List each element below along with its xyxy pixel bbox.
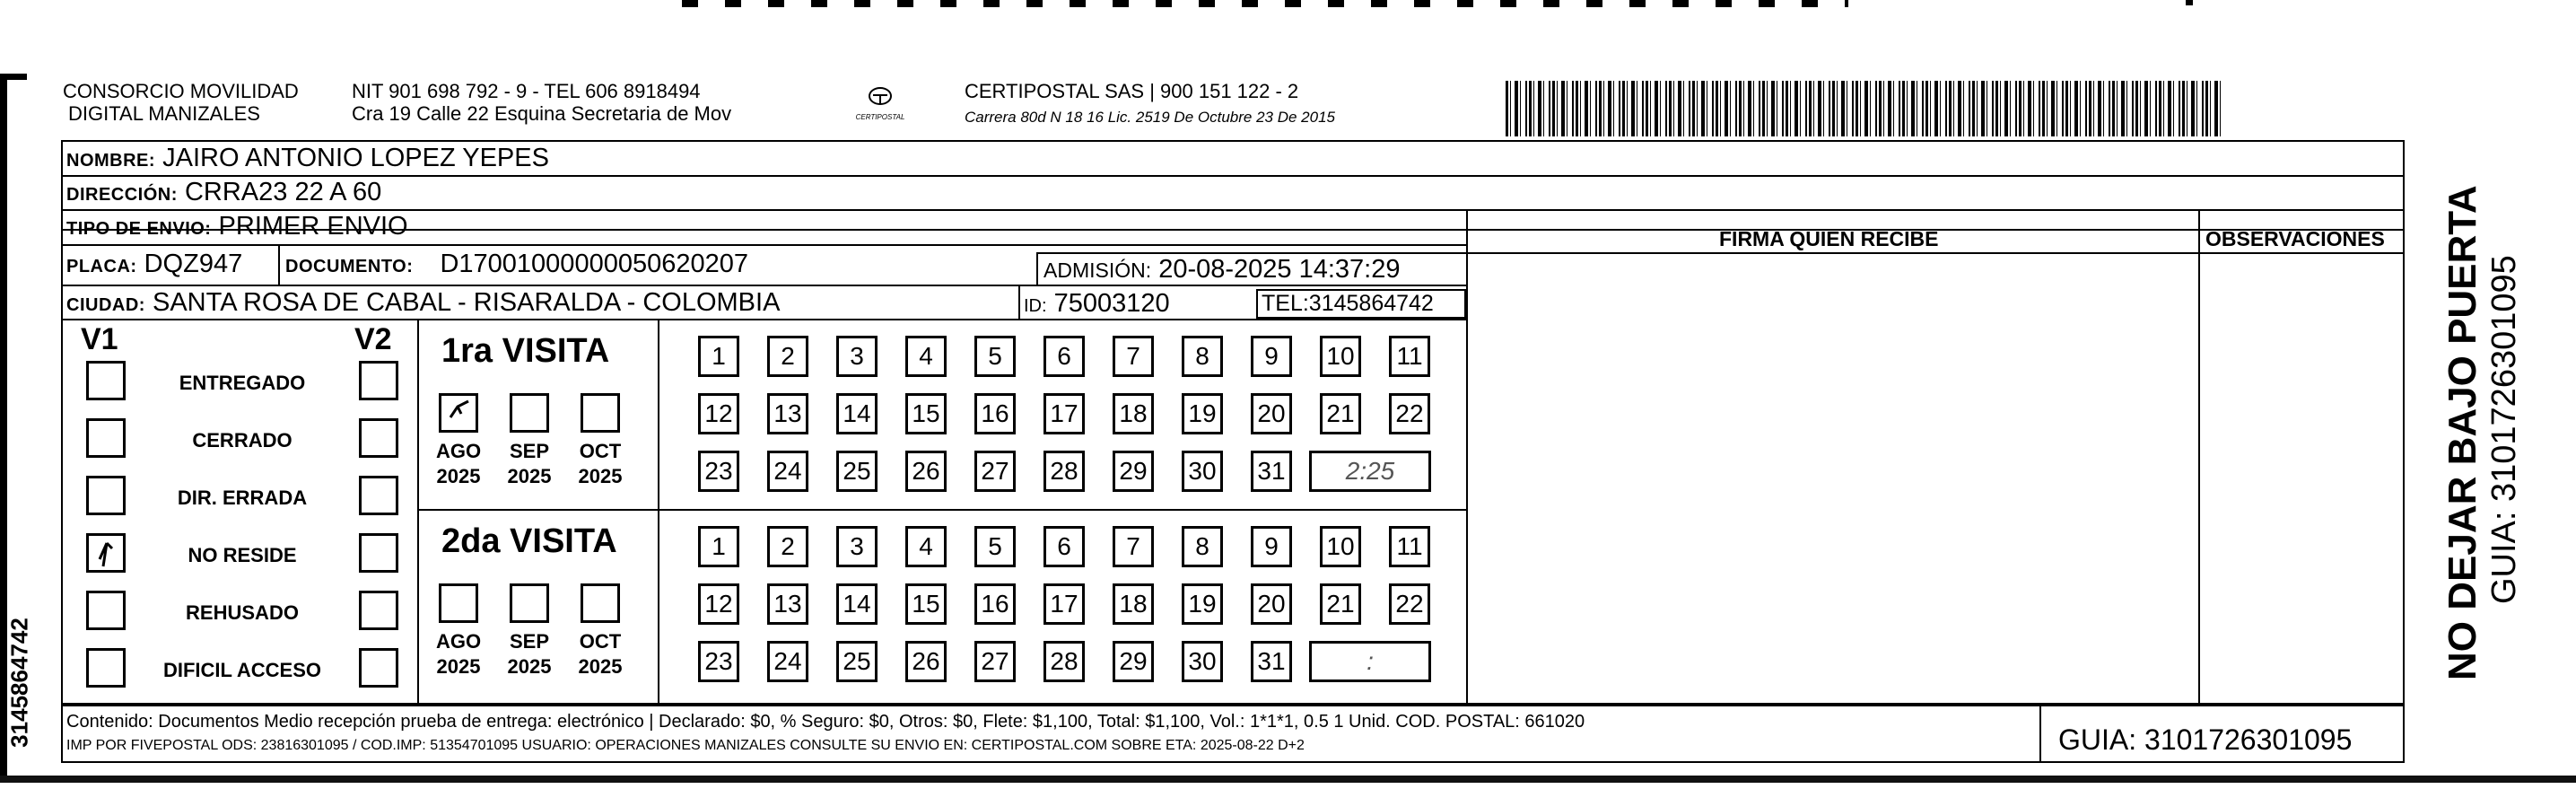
- month-label: AGO: [435, 630, 482, 653]
- first-visit-day-14[interactable]: 14: [836, 393, 878, 434]
- second-visit-day-16[interactable]: 16: [974, 583, 1016, 625]
- row-divider-3: [61, 244, 1466, 246]
- first-visit-title: 1ra VISITA: [441, 332, 610, 370]
- first-visit-day-9[interactable]: 9: [1251, 336, 1292, 377]
- id-field: [1024, 291, 1170, 317]
- tel-value: 3145864742: [1308, 291, 1434, 316]
- second-visit-month-checkbox-ago[interactable]: [439, 583, 478, 623]
- nit-line: NIT 901 698 792 - 9 - TEL 606 8918494: [352, 80, 701, 102]
- status-label: REHUSADO: [186, 601, 299, 624]
- month-label: AGO: [435, 440, 482, 462]
- company-address: Cra 19 Calle 22 Esquina Secretaria de Mov: [352, 102, 732, 125]
- left-edge-number: 3145864742: [5, 618, 33, 748]
- no-dejar-bajo-puerta: NO DEJAR BAJO PUERTA: [2441, 185, 2484, 680]
- v2-checkbox-cerrado[interactable]: [359, 418, 398, 458]
- second-visit-day-7[interactable]: 7: [1113, 526, 1154, 567]
- v1-checkbox-dir-errada[interactable]: [86, 476, 126, 515]
- year-label: 2025: [507, 655, 552, 678]
- first-visit-day-10[interactable]: 10: [1320, 336, 1361, 377]
- year-label: 2025: [507, 465, 552, 487]
- first-visit-day-28[interactable]: 28: [1043, 451, 1085, 492]
- admision-label: ADMISIÓN:: [1043, 259, 1152, 282]
- row-divider-1: [61, 175, 2405, 177]
- direccion-value: CRRA23 22 A 60: [184, 178, 382, 206]
- v2-checkbox-rehusado[interactable]: [359, 591, 398, 630]
- placa-field: [66, 251, 242, 277]
- first-visit-day-17[interactable]: 17: [1043, 393, 1085, 434]
- first-visit-day-27[interactable]: 27: [974, 451, 1016, 492]
- placa-label: PLACA:: [66, 257, 137, 276]
- status-label: CERRADO: [192, 429, 293, 451]
- month-label: OCT: [579, 440, 622, 462]
- tipo-label: TIPO DE ENVIO:: [66, 219, 212, 239]
- second-visit-day-17[interactable]: 17: [1043, 583, 1085, 625]
- v1-checkbox-rehusado[interactable]: [86, 591, 126, 630]
- first-visit-day-3[interactable]: 3: [836, 336, 878, 377]
- month-label: SEP: [509, 440, 550, 462]
- first-visit-day-29[interactable]: 29: [1113, 451, 1154, 492]
- first-visit-day-18[interactable]: 18: [1113, 393, 1154, 434]
- second-visit-day-22[interactable]: 22: [1389, 583, 1430, 625]
- tel-label: TEL:: [1262, 291, 1309, 316]
- first-visit-day-2[interactable]: 2: [767, 336, 808, 377]
- row-divider-4: [61, 285, 1466, 286]
- v2-checkbox-dificil-acceso[interactable]: [359, 648, 398, 688]
- v1-checkbox-dificil-acceso[interactable]: [86, 648, 126, 688]
- second-visit-day-1[interactable]: 1: [698, 526, 739, 567]
- company-name-line1: CONSORCIO MOVILIDAD: [63, 80, 299, 102]
- second-visit-day-14[interactable]: 14: [836, 583, 878, 625]
- v1-checkbox-cerrado[interactable]: [86, 418, 126, 458]
- second-visit-day-27[interactable]: 27: [974, 641, 1016, 682]
- ciudad-value: SANTA ROSA DE CABAL - RISARALDA - COLOMBIA: [153, 288, 781, 317]
- nombre-row: [66, 145, 549, 171]
- row-divider-5: [61, 319, 1466, 320]
- second-visit-day-29[interactable]: 29: [1113, 641, 1154, 682]
- left-edge-tab: [0, 74, 27, 80]
- footer-guia: GUIA: 3101726301095: [2058, 723, 2353, 756]
- placa-doc-divider: [278, 244, 280, 285]
- v1-checkbox-entregado[interactable]: [86, 361, 126, 400]
- second-visit-day-3[interactable]: 3: [836, 526, 878, 567]
- month-label: OCT: [579, 630, 622, 653]
- admision-top: [1036, 252, 1467, 254]
- obs-divider: [2198, 209, 2200, 705]
- nombre-value: JAIRO ANTONIO LOPEZ YEPES: [162, 144, 549, 172]
- v2-checkbox-entregado[interactable]: [359, 361, 398, 400]
- check-mark-icon: [89, 536, 125, 572]
- signature-left-border: [1466, 209, 1468, 705]
- doc-admision-divider: [1036, 252, 1038, 285]
- first-visit-day-16[interactable]: 16: [974, 393, 1016, 434]
- first-visit-day-8[interactable]: 8: [1182, 336, 1223, 377]
- ciudad-field: [66, 290, 780, 316]
- year-label: 2025: [578, 655, 623, 678]
- second-visit-day-31[interactable]: 31: [1251, 641, 1292, 682]
- first-visit-time-box[interactable]: 2:25: [1309, 451, 1431, 492]
- tipo-value: PRIMER ENVIO: [218, 212, 408, 241]
- months-days-divider: [658, 319, 659, 705]
- second-visit-day-25[interactable]: 25: [836, 641, 878, 682]
- nombre-label: NOMBRE:: [66, 151, 156, 171]
- tel-field: [1262, 293, 1434, 315]
- year-label: 2025: [436, 465, 481, 487]
- first-visit-day-1[interactable]: 1: [698, 336, 739, 377]
- first-visit-day-19[interactable]: 19: [1182, 393, 1223, 434]
- v1-label: V1: [81, 322, 118, 356]
- year-label: 2025: [436, 655, 481, 678]
- first-visit-day-4[interactable]: 4: [905, 336, 947, 377]
- second-visit-day-6[interactable]: 6: [1043, 526, 1085, 567]
- certipostal-line1: CERTIPOSTAL SAS | 900 151 122 - 2: [965, 80, 1299, 102]
- first-visit-day-22[interactable]: 22: [1389, 393, 1430, 434]
- second-visit-day-5[interactable]: 5: [974, 526, 1016, 567]
- first-visit-day-5[interactable]: 5: [974, 336, 1016, 377]
- id-label: ID:: [1024, 296, 1047, 316]
- ciudad-id-divider: [1018, 285, 1020, 319]
- side-guia: GUIA: 3101726301095: [2485, 255, 2523, 604]
- logo-text: CERTIPOSTAL: [855, 113, 905, 121]
- direccion-row: [66, 180, 381, 206]
- first-visit-day-24[interactable]: 24: [767, 451, 808, 492]
- certipostal-line2: Carrera 80d N 18 16 Lic. 2519 De Octubre 23 De 2015: [965, 109, 1335, 126]
- second-visit-day-2[interactable]: 2: [767, 526, 808, 567]
- barcode: [1506, 81, 2223, 136]
- status-label: DIR. ERRADA: [177, 487, 308, 509]
- second-visit-day-28[interactable]: 28: [1043, 641, 1085, 682]
- year-label: 2025: [578, 465, 623, 487]
- first-visit-day-23[interactable]: 23: [698, 451, 739, 492]
- first-visit-day-26[interactable]: 26: [905, 451, 947, 492]
- firma-header: FIRMA QUIEN RECIBE: [1719, 227, 1939, 250]
- v2-checkbox-no-reside[interactable]: [359, 533, 398, 573]
- second-visit-title: 2da VISITA: [441, 522, 617, 560]
- second-visit-day-11[interactable]: 11: [1389, 526, 1430, 567]
- id-value: 75003120: [1053, 289, 1170, 318]
- first-visit-day-13[interactable]: 13: [767, 393, 808, 434]
- second-visit-month-checkbox-oct[interactable]: [581, 583, 620, 623]
- first-visit-month-checkbox-sep[interactable]: [510, 393, 549, 433]
- first-visit-day-6[interactable]: 6: [1043, 336, 1085, 377]
- second-visit-day-4[interactable]: 4: [905, 526, 947, 567]
- second-visit-day-23[interactable]: 23: [698, 641, 739, 682]
- ciudad-label: CIUDAD:: [66, 295, 145, 315]
- direccion-label: DIRECCIÓN:: [66, 185, 178, 205]
- second-visit-day-26[interactable]: 26: [905, 641, 947, 682]
- first-visit-day-11[interactable]: 11: [1389, 336, 1430, 377]
- first-visit-day-31[interactable]: 31: [1251, 451, 1292, 492]
- second-visit-day-8[interactable]: 8: [1182, 526, 1223, 567]
- first-visit-month-checkbox-oct[interactable]: [581, 393, 620, 433]
- status-visits-divider: [417, 319, 419, 705]
- first-visit-day-7[interactable]: 7: [1113, 336, 1154, 377]
- admision-field: [1043, 257, 1400, 283]
- documento-label: DOCUMENTO:: [285, 257, 414, 276]
- status-label: ENTREGADO: [179, 372, 306, 394]
- footer-contenido: Contenido: Documentos Medio recepción prueba de entrega: electrónico | Declarado: $0, % Seguro: $0, Otros: $0, Flete: $1,100, Total: $1,100, Vol.: 1*1*1, 0.5 1 Unid. COD. POSTAL: 661020: [66, 712, 1585, 732]
- tipo-row: [66, 214, 408, 240]
- second-visit-month-checkbox-sep[interactable]: [510, 583, 549, 623]
- second-visit-day-18[interactable]: 18: [1113, 583, 1154, 625]
- first-visit-day-25[interactable]: 25: [836, 451, 878, 492]
- first-visit-month-checkbox-ago[interactable]: [439, 393, 478, 433]
- top-edge-marks: [682, 0, 1848, 7]
- first-visit-day-15[interactable]: 15: [905, 393, 947, 434]
- second-visit-day-20[interactable]: 20: [1251, 583, 1292, 625]
- v2-label: V2: [354, 322, 392, 356]
- bottom-edge: [0, 772, 2576, 789]
- visits-mid-divider: [417, 509, 1466, 511]
- second-visit-day-15[interactable]: 15: [905, 583, 947, 625]
- second-visit-day-30[interactable]: 30: [1182, 641, 1223, 682]
- company-name-line2: DIGITAL MANIZALES: [68, 102, 260, 125]
- second-visit-day-24[interactable]: 24: [767, 641, 808, 682]
- status-label: NO RESIDE: [188, 544, 297, 566]
- footer-guia-divider: [2039, 705, 2041, 763]
- footer-imp: IMP POR FIVEPOSTAL ODS: 23816301095 / COD.IMP: 51354701095 USUARIO: OPERACIONES MANIZALES CONSULTE SU ENVIO EN: CERTIPOSTAL.COM SOBRE ETA: 2025-08-22 D+2: [66, 738, 1305, 753]
- signature-header-divider: [1466, 252, 2405, 254]
- certipostal-logo: [852, 84, 908, 127]
- check-mark-icon: [441, 396, 477, 432]
- v2-checkbox-dir-errada[interactable]: [359, 476, 398, 515]
- admision-value: 20-08-2025 14:37:29: [1158, 255, 1401, 284]
- second-visit-day-10[interactable]: 10: [1320, 526, 1361, 567]
- second-visit-day-19[interactable]: 19: [1182, 583, 1223, 625]
- second-visit-day-13[interactable]: 13: [767, 583, 808, 625]
- second-visit-day-9[interactable]: 9: [1251, 526, 1292, 567]
- second-visit-time-box[interactable]: :: [1309, 641, 1431, 682]
- documento-field: [285, 251, 748, 277]
- top-right-mark: [2186, 0, 2193, 5]
- observaciones-header: OBSERVACIONES: [2205, 227, 2385, 250]
- status-label: DIFICIL ACCESO: [162, 659, 321, 681]
- first-visit-day-21[interactable]: 21: [1320, 393, 1361, 434]
- first-visit-day-30[interactable]: 30: [1182, 451, 1223, 492]
- second-visit-day-21[interactable]: 21: [1320, 583, 1361, 625]
- placa-value: DQZ947: [144, 250, 243, 278]
- first-visit-day-12[interactable]: 12: [698, 393, 739, 434]
- first-visit-day-20[interactable]: 20: [1251, 393, 1292, 434]
- month-label: SEP: [509, 630, 550, 653]
- v1-checkbox-no-reside[interactable]: [86, 533, 126, 573]
- documento-value: D17001000000050620207: [440, 250, 748, 278]
- second-visit-day-12[interactable]: 12: [698, 583, 739, 625]
